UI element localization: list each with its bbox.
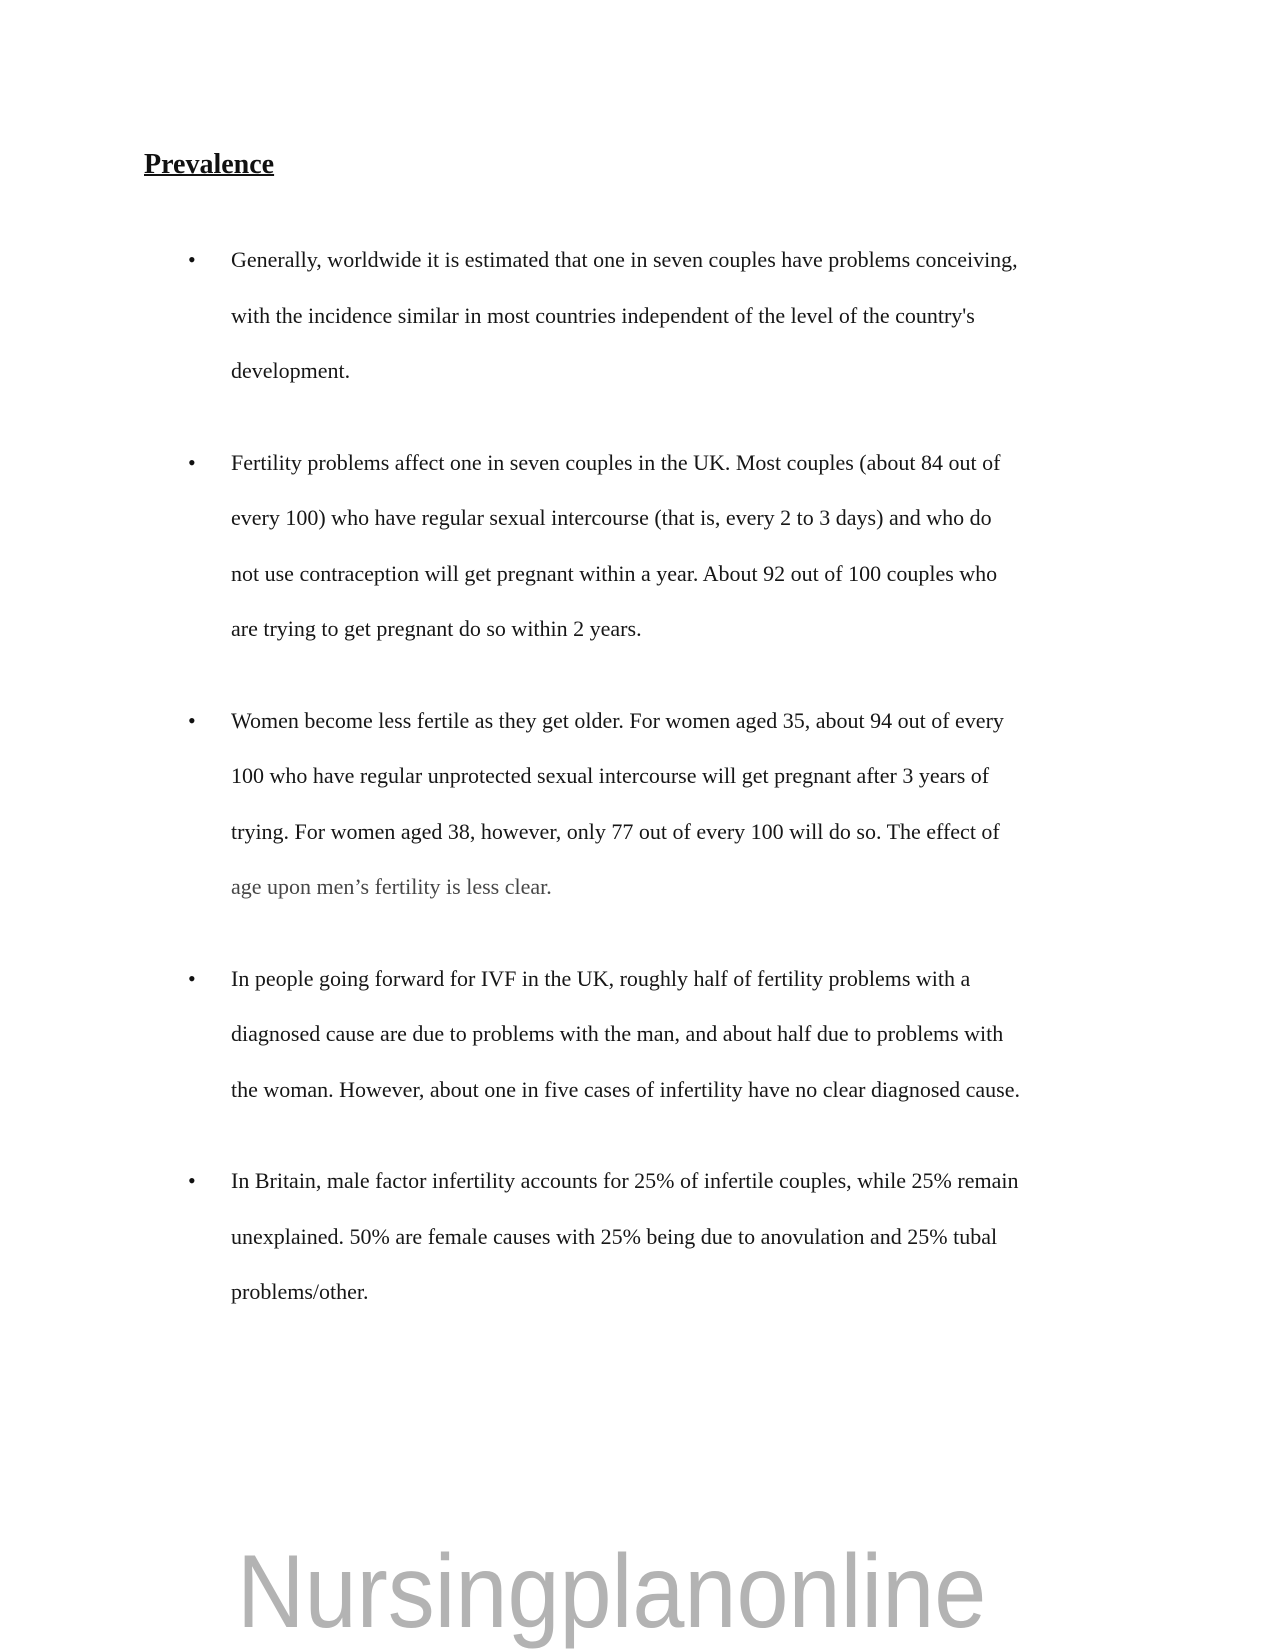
bullet-line: 100 who have regular unprotected sexual intercourse will get pregnant after 3 years of — [231, 763, 990, 788]
bullet-line: every 100) who have regular sexual intercourse (that is, every 2 to 3 days) and who do — [231, 505, 992, 530]
bullet-list — [143, 232, 1123, 1356]
watermark-text: Nursingplanonline — [237, 1534, 987, 1650]
bullet-icon: • — [188, 707, 196, 733]
bullet-line: In people going forward for IVF in the UK, roughly half of fertility problems with a — [231, 965, 971, 991]
bullet-line: are trying to get pregnant do so within 2 years. — [231, 616, 642, 641]
bullet-line: Fertility problems affect one in seven couples in the UK. Most couples (about 84 out of — [231, 449, 1001, 475]
bullet-icon: • — [188, 965, 196, 991]
bullet-line: not use contraception will get pregnant within a year. About 92 out of 100 couples who — [231, 560, 998, 586]
bullet-line: problems/other. — [231, 1279, 369, 1304]
bullet-line: the woman. However, about one in five cases of infertility have no clear diagnosed cause. — [231, 1076, 1021, 1102]
bullet-line: Generally, worldwide it is estimated that one in seven couples have problems conceiving, — [231, 247, 1018, 272]
bullet-item — [143, 1153, 1123, 1320]
bullet-line: diagnosed cause are due to problems with the man, and about half due to problems with — [231, 1021, 1004, 1046]
bullet-item — [143, 693, 1123, 915]
bullet-line: development. — [231, 358, 351, 383]
bullet-icon: • — [188, 247, 196, 272]
bullet-line: with the incidence similar in most countries independent of the level of the country's — [231, 302, 975, 328]
bullet-line: unexplained. 50% are female causes with 25% being due to anovulation and 25% tubal — [231, 1223, 998, 1249]
bullet-line: In Britain, male factor infertility accounts for 25% of infertile couples, while 25% remain — [231, 1168, 1019, 1193]
bullet-icon: • — [188, 1168, 196, 1193]
bullet-item — [143, 232, 1123, 399]
bullet-item — [143, 951, 1123, 1118]
bullet-icon: • — [188, 449, 196, 475]
bullet-item — [143, 435, 1123, 657]
bullet-line: Women become less fertile as they get older. For women aged 35, about 94 out of every — [231, 707, 1004, 733]
bullet-line: trying. For women aged 38, however, only 77 out of every 100 will do so. The effect of — [231, 818, 1000, 844]
bullet-line: age upon men’s fertility is less clear. — [231, 874, 552, 899]
page-title: Prevalence — [144, 149, 275, 180]
